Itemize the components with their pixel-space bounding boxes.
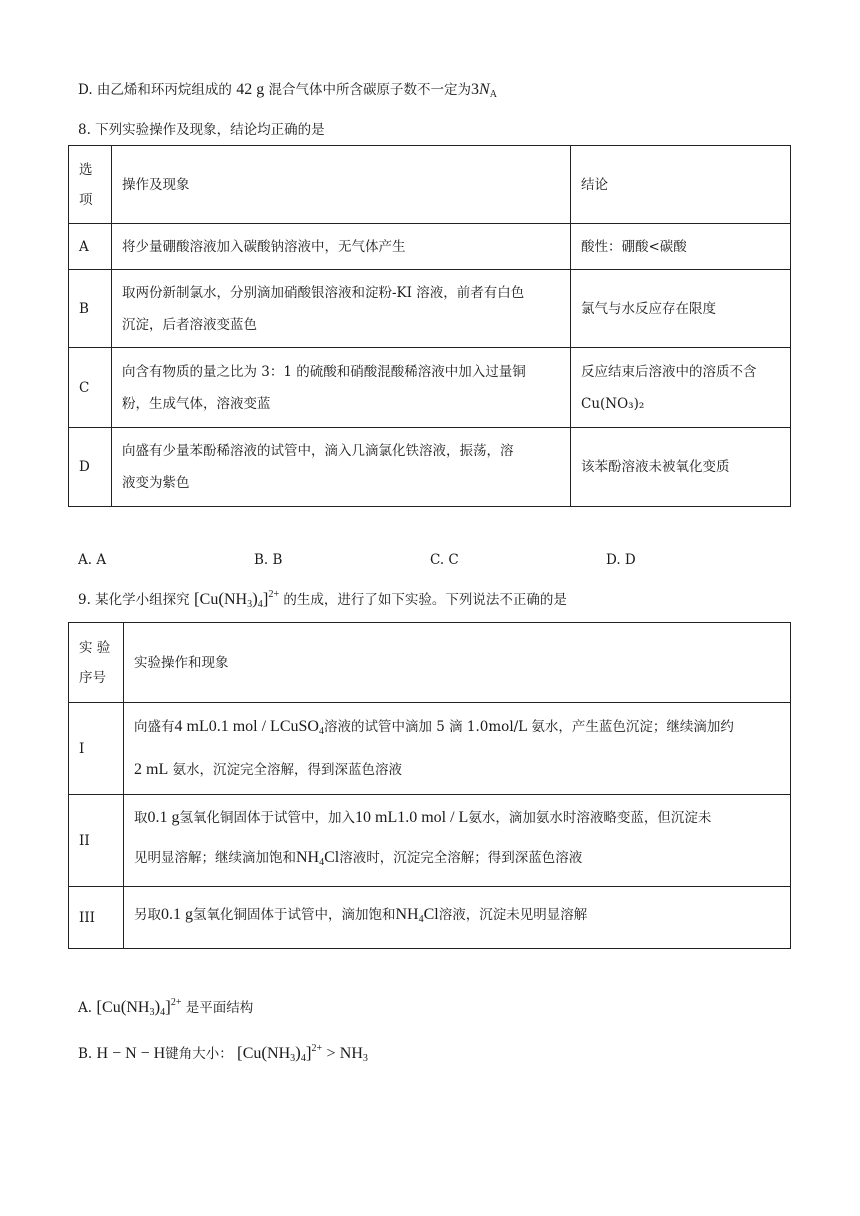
option-a[interactable]: A. A [78, 552, 107, 568]
table-row [69, 270, 791, 348]
header-operation: 实验操作和现象 [124, 623, 791, 703]
row-conclusion: 反应结束后溶液中的溶质不含 Cu(NO₃)₂ [571, 348, 791, 428]
row-conclusion: 该苯酚溶液未被氧化变质 [571, 428, 791, 507]
row-option: D [69, 428, 112, 507]
q7-option-d: D. 由乙烯和环丙烷组成的 42 g 混合气体中所含碳原子数不一定为$3N_A$ [78, 81, 497, 100]
row-option: C [69, 348, 112, 428]
row-operation: 向盛有4 mL0.1 mol / LCuSO$_4$溶液的试管中滴加 5 滴 1.0mol/L 氨水，产生蓝色沉淀；继续滴加约 2 mL 氨水，沉淀完全溶解，得到深蓝色溶液 [124, 703, 791, 795]
row-operation: 取两份新制氯水，分别滴加硝酸银溶液和淀粉-KI 溶液，前者有白色 沉淀，后者溶液变蓝色 [112, 270, 571, 348]
table-row [69, 703, 791, 795]
row-conclusion: 氯气与水反应存在限度 [571, 270, 791, 348]
row-operation: 另取0.1 g氢氧化铜固体于试管中，滴加饱和$NH_4Cl$溶液，沉淀未见明显溶解 [124, 887, 791, 949]
row-operation: 向含有物质的量之比为 3：1 的硫酸和硝酸混酸稀溶液中加入过量铜 粉，生成气体，溶液变蓝 [112, 348, 571, 428]
row-operation: 取0.1 g氢氧化铜固体于试管中，加入10 mL1.0 mol / L氨水，滴加氨水时溶液略变蓝，但沉淀未 见明显溶解；继续滴加饱和$NH_4Cl$溶液时，沉淀完全溶解；得到深蓝色溶液 [124, 795, 791, 887]
mass-value: 42 g [236, 81, 265, 98]
table-row [69, 795, 791, 887]
q8-options [0, 552, 860, 572]
q9-option-b[interactable]: B. H − N − H键角大小： $[Cu(NH_3)_4]^{2+} > NH_3$ [78, 1043, 368, 1064]
q9-option-a[interactable]: A. $[Cu(NH_3)_4]^{2+}$ 是平面结构 [78, 997, 254, 1018]
row-option: A [69, 224, 112, 270]
row-operation: 将少量硼酸溶液加入碳酸钠溶液中，无气体产生 [112, 224, 571, 270]
q9-stem: 9. 某化学小组探究 $[Cu(NH_3)_4]^{2+}$ 的生成，进行了如下实验。下列说法不正确的是 [78, 589, 567, 610]
table-row [69, 348, 791, 428]
table-row [69, 887, 791, 949]
complex-formula: $[Cu(NH_3)_4]^{2+}$ [96, 997, 182, 1018]
q9-table [68, 622, 791, 949]
q8-stem: 8. 下列实验操作及现象，结论均正确的是 [78, 122, 325, 138]
carbon-count: $3N_A$ [471, 81, 497, 100]
option-d[interactable]: D. D [606, 552, 636, 568]
table-header-row [69, 146, 791, 224]
table-header-row [69, 623, 791, 703]
table-row [69, 224, 791, 270]
row-seq: II [69, 795, 124, 887]
complex-formula: $[Cu(NH_3)_4]^{2+}$ [193, 589, 280, 610]
row-seq: III [69, 887, 124, 949]
ammonia-formula: $NH_3$ [339, 1045, 368, 1064]
table-row [69, 428, 791, 507]
header-conclusion: 结论 [571, 146, 791, 224]
row-operation: 向盛有少量苯酚稀溶液的试管中，滴入几滴氯化铁溶液，振荡，溶 液变为紫色 [112, 428, 571, 507]
header-option: 选 项 [69, 146, 112, 224]
header-operation: 操作及现象 [112, 146, 571, 224]
option-b[interactable]: B. B [254, 552, 283, 568]
option-c[interactable]: C. C [430, 552, 459, 568]
row-seq: I [69, 703, 124, 795]
q8-table [68, 145, 791, 507]
row-conclusion: 酸性：硼酸<碳酸 [571, 224, 791, 270]
complex-formula: $[Cu(NH_3)_4]^{2+}$ [237, 1043, 323, 1064]
header-seq: 实 验 序号 [69, 623, 124, 703]
row-option: B [69, 270, 112, 348]
